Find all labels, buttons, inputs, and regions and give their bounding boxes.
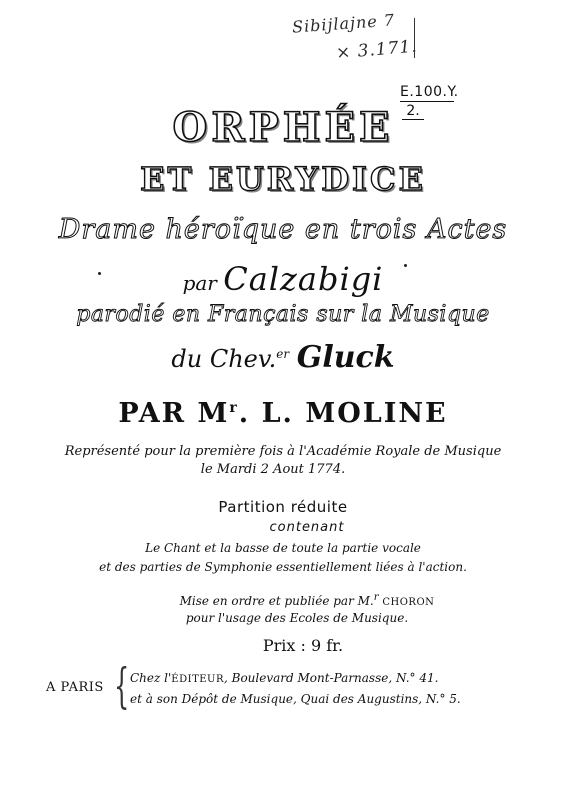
usage-line: pour l'usage des Ecoles de Musique. [185, 611, 409, 625]
ink-speck [98, 272, 101, 275]
par-word: par [182, 271, 217, 295]
partition-title: Partition réduite [218, 498, 348, 516]
contents-line2: et des parties de Symphonie essentiellement liées à l'action. [99, 560, 467, 574]
mise-text: Mise en ordre et publiée par M. [179, 594, 374, 608]
choron-name: CHORON [382, 597, 435, 608]
address-line2: et à son Dépôt de Musique, Quai des Augustins, N.° 5. [130, 692, 461, 706]
publisher-line [24, 592, 566, 608]
address-editeur: ÉDITEUR [171, 674, 224, 685]
composer-line [0, 340, 566, 375]
address-line1-pre: Chez l' [130, 671, 172, 685]
chev-superscript: er [276, 347, 290, 361]
du-chev-text: du Chev. [171, 345, 277, 373]
handwritten-note-line1: Sibijlajne 7 [291, 10, 396, 37]
arranger-name: . L. MOLINE [238, 398, 448, 429]
performance-line2: le Mardi 2 Aout 1774. [200, 462, 346, 477]
par-m-text: PAR M [118, 398, 230, 429]
shelfmark-line1: E.100.Y. [400, 84, 459, 100]
contents-line1: Le Chant et la basse de toute la partie vocale [145, 541, 421, 555]
address-line1 [130, 671, 438, 685]
handwritten-note-line2: × 3.171. [335, 36, 419, 64]
subtitle-drame: Drame héroïque en trois Actes [58, 214, 508, 245]
address-brace: { [114, 658, 130, 714]
address-line1-post: , Boulevard Mont-Parnasse, N.° 41. [224, 671, 439, 685]
title-et-eurydice: ET EURYDICE [140, 160, 426, 198]
librettist-line [0, 260, 566, 298]
price: Prix : 9 fr. [262, 636, 344, 655]
librettist-name: Calzabigi [223, 260, 384, 298]
performance-line1: Représenté pour la première fois à l'Académie Royale de Musique [64, 444, 502, 459]
city-label: A PARIS [46, 680, 104, 695]
shelfmark-line2: 2. [402, 103, 424, 120]
par-superscript: r [229, 400, 239, 416]
handwritten-bracket [410, 18, 415, 58]
title-orphee: ORPHÉE [172, 104, 394, 151]
parodie-line: parodié en Français sur la Musique [76, 302, 490, 327]
arranger-line [0, 398, 566, 429]
contenant-text: contenant [269, 520, 345, 535]
mise-superscript: r [373, 592, 379, 603]
composer-name: Gluck [296, 340, 395, 375]
ink-speck [404, 264, 407, 267]
